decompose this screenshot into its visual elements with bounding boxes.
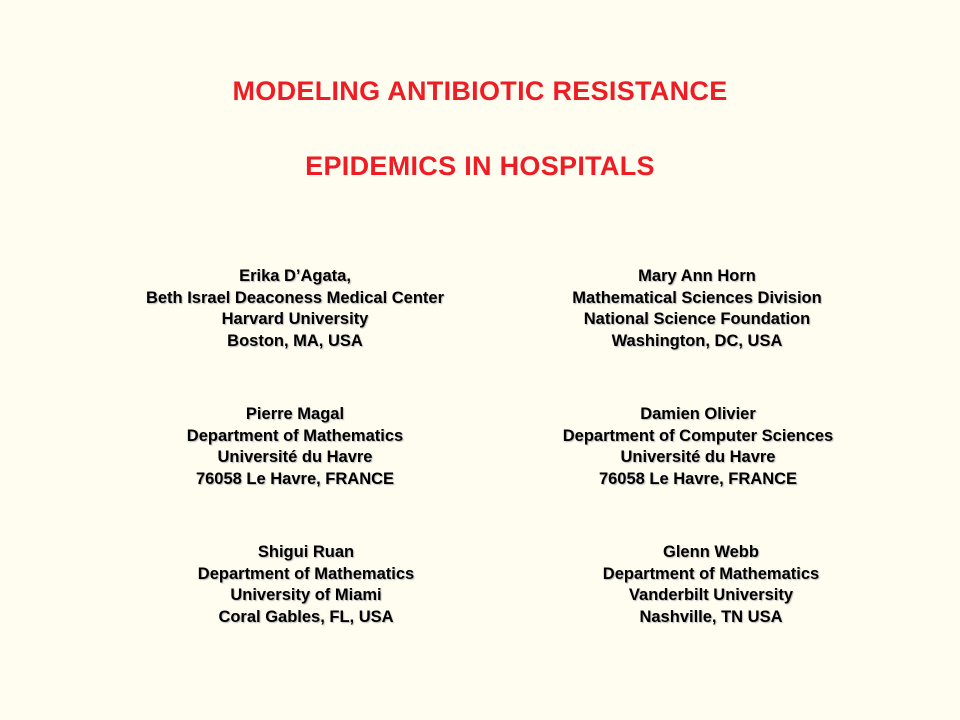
author-block-magal xyxy=(95,404,495,490)
author-affiliation-line: Department of Mathematics xyxy=(186,426,404,445)
author-affiliation-line: University of Miami xyxy=(230,586,382,604)
author-affiliation-line: Washington, DC, USA xyxy=(611,331,783,350)
author-affiliation-line: Mathematical Sciences Division xyxy=(572,288,822,307)
author-affiliation-line: 76058 Le Havre, FRANCE xyxy=(598,469,798,488)
author-block-webb xyxy=(511,542,911,628)
author-affiliation-line: Vanderbilt University xyxy=(628,586,794,604)
author-name: Damien Olivier xyxy=(640,405,756,423)
slide-title-line-1: MODELING ANTIBIOTIC RESISTANCE xyxy=(232,76,728,106)
author-affiliation-line: Université du Havre xyxy=(217,448,373,466)
author-affiliation-line: 76058 Le Havre, FRANCE xyxy=(195,469,395,488)
author-block-dagata xyxy=(95,266,495,352)
author-affiliation-line: Coral Gables, FL, USA xyxy=(218,607,394,626)
author-name: Shigui Ruan xyxy=(257,543,355,561)
author-name: Mary Ann Horn xyxy=(638,267,756,285)
author-affiliation-line: Department of Mathematics xyxy=(197,564,415,583)
author-affiliation-line: National Science Foundation xyxy=(583,310,811,328)
author-name: Pierre Magal xyxy=(245,405,345,423)
author-affiliation-line: Harvard University xyxy=(221,310,369,328)
slide-title-line-2: EPIDEMICS IN HOSPITALS xyxy=(305,151,655,181)
author-block-olivier xyxy=(498,404,898,490)
author-block-ruan xyxy=(106,542,506,628)
author-affiliation-line: Beth Israel Deaconess Medical Center xyxy=(145,288,445,307)
author-affiliation-line: Nashville, TN USA xyxy=(639,607,783,626)
author-name: Erika D’Agata, xyxy=(239,267,351,285)
author-affiliation-line: Boston, MA, USA xyxy=(227,331,363,350)
author-affiliation-line: Department of Mathematics xyxy=(602,564,820,583)
author-affiliation-line: Université du Havre xyxy=(620,448,776,466)
author-affiliation-line: Department of Computer Sciences xyxy=(562,426,834,445)
author-name: Glenn Webb xyxy=(663,543,759,561)
author-block-horn xyxy=(497,266,897,352)
